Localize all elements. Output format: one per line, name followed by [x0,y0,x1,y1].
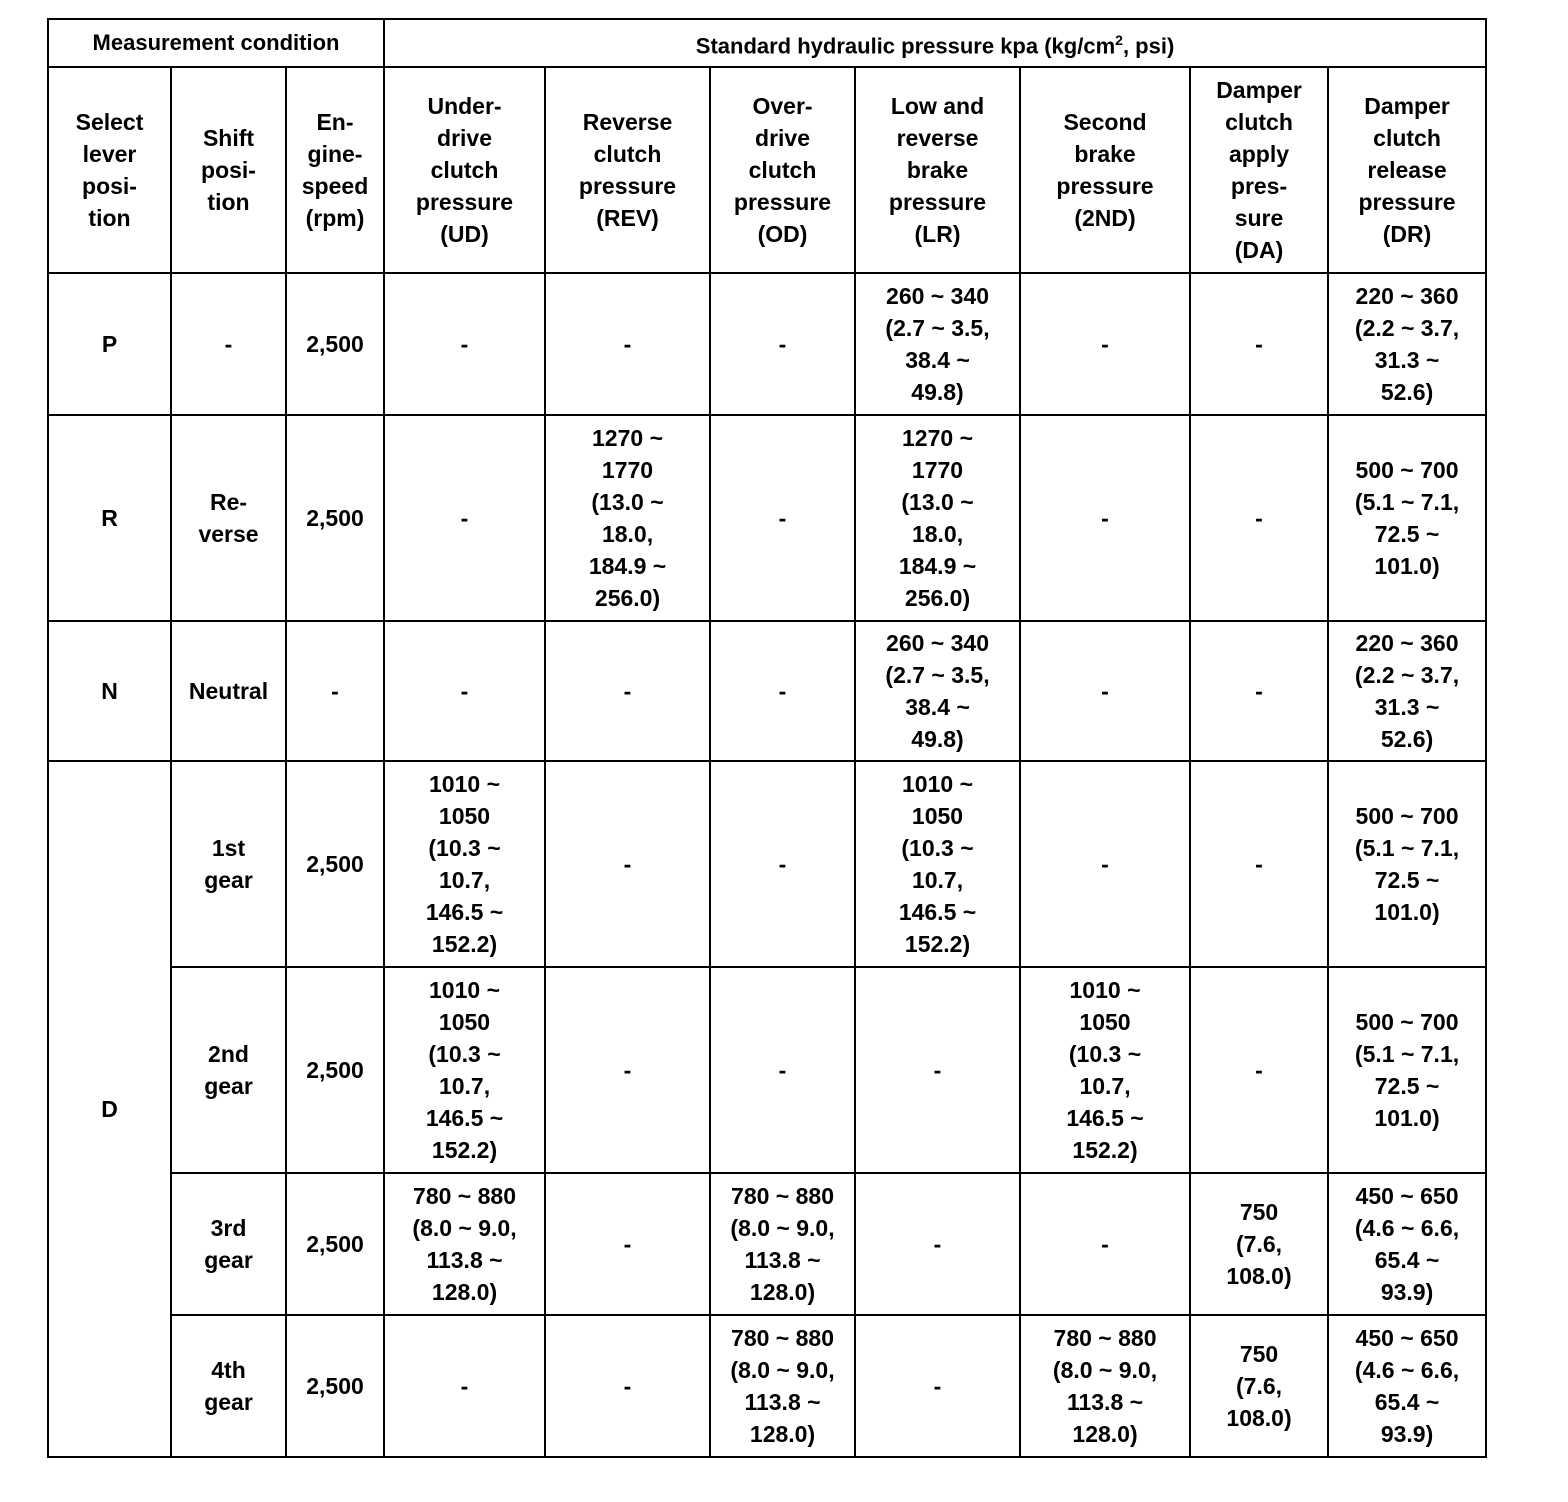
cell-line: clutch [1225,109,1293,135]
cell-line: tion [207,189,250,215]
cell-line: (8.0 ~ 9.0, [412,1215,517,1241]
table-row [48,1173,1486,1315]
engine-speed-cell: 2,500 [286,1173,384,1315]
column-header [286,67,384,273]
engine-speed-cell: 2,500 [286,967,384,1173]
cell-line: (10.3 ~ [1068,1041,1142,1067]
cell-line: - [623,678,632,704]
cell-line: - [1101,331,1109,357]
cell-line: 10.7, [438,1073,491,1099]
2nd-cell [1020,621,1190,761]
pressure-header-superscript: 2 [1115,31,1123,48]
cell-line: (10.3 ~ [901,835,974,861]
cell-line: (5.1 ~ 7.1, [1354,835,1460,861]
standard-pressure-header [384,19,1486,67]
cell-line: Under- [427,93,502,119]
dr-cell [1328,761,1486,967]
ud-cell [384,415,545,621]
cell-line: 450 ~ 650 [1355,1183,1459,1209]
cell-line: 18.0, [911,521,964,547]
cell-line: - [623,331,632,357]
cell-line: 10.7, [438,867,491,893]
cell-line: sure [1234,205,1284,231]
engine-speed-cell: 2,500 [286,761,384,967]
cell-line: 101.0) [1374,553,1440,579]
cell-line: pressure [733,189,832,215]
ud-cell [384,761,545,967]
cell-line: 113.8 ~ [744,1389,821,1415]
rev-cell [545,621,710,761]
od-cell [710,621,855,761]
shift-position-cell [171,967,286,1173]
cell-line: 1050 [1079,1009,1131,1035]
cell-line: (8.0 ~ 9.0, [730,1215,835,1241]
cell-line: (13.0 ~ [901,489,974,515]
cell-line: Low and [890,93,985,119]
cell-line: Over- [752,93,813,119]
cell-line: (DA) [1234,237,1284,263]
cell-line: 220 ~ 360 [1355,283,1459,309]
cell-line: - [623,851,632,877]
cell-line: 10.7, [1079,1073,1131,1099]
rev-cell [545,1315,710,1457]
cell-line: (7.6, [1236,1373,1283,1399]
column-header [855,67,1020,273]
engine-speed-cell: 2,500 [286,415,384,621]
cell-line: 146.5 ~ [425,899,504,925]
table-row [48,621,1486,761]
cell-line: 31.3 ~ [1374,347,1440,373]
cell-line: (4.6 ~ 6.6, [1354,1215,1460,1241]
cell-line: - [1101,1231,1109,1257]
cell-line: 65.4 ~ [1374,1247,1440,1273]
da-cell [1190,1315,1328,1457]
cell-line: (2.7 ~ 3.5, [885,315,990,341]
column-header [1328,67,1486,273]
cell-line: (2.7 ~ 3.5, [885,662,990,688]
cell-line: gine- [307,141,363,167]
cell-line: (10.3 ~ [428,835,501,861]
cell-line: 38.4 ~ [905,694,970,720]
rev-cell [545,761,710,967]
shift-position-cell [171,415,286,621]
cell-line: 113.8 ~ [1066,1389,1144,1415]
column-header [545,67,710,273]
cell-line: 1010 ~ [429,977,501,1003]
2nd-cell [1020,761,1190,967]
cell-line: 500 ~ 700 [1355,457,1459,483]
cell-line: 128.0) [749,1279,816,1305]
cell-line: tion [88,205,131,231]
cell-line: (REV) [596,205,659,231]
lr-cell [855,761,1020,967]
engine-speed-cell: 2,500 [286,1315,384,1457]
column-header [710,67,855,273]
cell-line: 1050 [438,1009,491,1035]
rev-cell [545,415,710,621]
cell-line: gear [204,867,253,893]
cell-line: 184.9 ~ [898,553,977,579]
cell-line: 128.0) [749,1421,816,1447]
2nd-cell [1020,415,1190,621]
cell-line: 780 ~ 880 [731,1325,834,1351]
cell-line: pressure [1358,189,1456,215]
cell-line: Neutral [188,678,269,704]
2nd-cell [1020,1315,1190,1457]
od-cell [710,761,855,967]
table-row [48,273,1486,415]
cell-line: - [224,331,233,357]
table-row [48,1315,1486,1457]
cell-line: 101.0) [1374,899,1440,925]
cell-line: - [460,331,469,357]
lr-cell [855,415,1020,621]
group-header-row [48,19,1486,67]
ud-cell [384,621,545,761]
column-header [384,67,545,273]
cell-line: 152.2) [431,931,498,957]
column-header-row [48,67,1486,273]
lr-cell [855,967,1020,1173]
cell-line: 4th [211,1357,246,1383]
rev-cell [545,273,710,415]
cell-line: - [1255,505,1263,531]
shift-position-cell [171,621,286,761]
cell-line: posi- [82,173,137,199]
da-cell [1190,415,1328,621]
cell-line: (13.0 ~ [591,489,664,515]
cell-line: pres- [1230,173,1288,199]
hydraulic-pressure-table [47,18,1487,1458]
cell-line: 152.2) [1072,1137,1138,1163]
cell-line: Re- [209,489,248,515]
ud-cell [384,1173,545,1315]
lever-position-cell: R [48,415,171,621]
lr-cell [855,1173,1020,1315]
cell-line: Second [1063,109,1147,135]
column-header [1190,67,1328,273]
cell-line: - [778,851,787,877]
cell-line: 49.8) [911,379,964,405]
cell-line: En- [316,109,354,135]
od-cell [710,1173,855,1315]
cell-line: 101.0) [1374,1105,1440,1131]
cell-line: (LR) [914,221,961,247]
cell-line: (OD) [757,221,808,247]
table-row [48,761,1486,967]
lever-position-cell: P [48,273,171,415]
cell-line: 260 ~ 340 [886,630,989,656]
cell-line: gear [204,1389,253,1415]
cell-line: Reverse [582,109,673,135]
cell-line: (2.2 ~ 3.7, [1354,315,1460,341]
cell-line: clutch [748,157,817,183]
cell-line: 108.0) [1226,1405,1292,1431]
cell-line: 450 ~ 650 [1355,1325,1459,1351]
cell-line: lever [82,141,137,167]
dr-cell [1328,415,1486,621]
cell-line: drive [755,125,810,151]
od-cell [710,1315,855,1457]
cell-line: 113.8 ~ [744,1247,821,1273]
shift-position-cell [171,761,286,967]
cell-line: release [1367,157,1447,183]
cell-line: - [460,678,469,704]
cell-line: (DR) [1382,221,1432,247]
cell-line: - [933,1057,942,1083]
cell-line: (2ND) [1074,205,1136,231]
cell-line: gear [204,1073,253,1099]
cell-line: 260 ~ 340 [886,283,989,309]
cell-line: drive [437,125,492,151]
cell-line: apply [1228,141,1290,167]
cell-line: pressure [578,173,677,199]
cell-line: pressure [1056,173,1154,199]
shift-position-cell [171,1315,286,1457]
pressure-header-text: Standard hydraulic pressure kpa (kg/cm [695,33,1116,59]
cell-line: 18.0, [601,521,654,547]
cell-line: 256.0) [594,585,661,611]
cell-line: 750 [1239,1199,1279,1225]
cell-line: posi- [201,157,256,183]
cell-line: - [1101,505,1109,531]
cell-line: 152.2) [431,1137,498,1163]
cell-line: 3rd [210,1215,247,1241]
cell-line: clutch [593,141,662,167]
od-cell [710,967,855,1173]
lever-position-cell: D [48,761,171,1457]
cell-line: 256.0) [904,585,971,611]
da-cell [1190,273,1328,415]
cell-line: 1010 ~ [429,771,501,797]
cell-line: 1050 [911,803,964,829]
2nd-cell [1020,273,1190,415]
cell-line: - [933,1373,942,1399]
cell-line: 38.4 ~ [905,347,970,373]
2nd-cell [1020,1173,1190,1315]
rev-cell [545,967,710,1173]
dr-cell [1328,1173,1486,1315]
2nd-cell [1020,967,1190,1173]
cell-line: (rpm) [305,205,365,231]
cell-line: 128.0) [431,1279,498,1305]
cell-line: - [460,505,469,531]
cell-line: verse [198,521,259,547]
cell-line: 146.5 ~ [425,1105,504,1131]
cell-line: - [778,331,787,357]
dr-cell [1328,967,1486,1173]
od-cell [710,415,855,621]
cell-line: 750 [1239,1341,1279,1367]
lever-position-cell: N [48,621,171,761]
da-cell [1190,967,1328,1173]
dr-cell [1328,1315,1486,1457]
table-row [48,967,1486,1173]
cell-line: 93.9) [1380,1279,1434,1305]
da-cell [1190,761,1328,967]
ud-cell [384,273,545,415]
cell-line: - [1101,678,1109,704]
cell-line: Select [75,109,144,135]
rev-cell [545,1173,710,1315]
cell-line: (7.6, [1236,1231,1283,1257]
lr-cell [855,273,1020,415]
cell-line: 113.8 ~ [426,1247,503,1273]
da-cell [1190,1173,1328,1315]
cell-line: 184.9 ~ [588,553,667,579]
cell-line: 72.5 ~ [1374,867,1440,893]
cell-line: 52.6) [1380,379,1434,405]
pressure-header-units: , psi) [1122,33,1175,59]
cell-line: 1270 ~ [902,425,974,451]
measurement-condition-header: Measurement condition [48,19,384,67]
cell-line: (5.1 ~ 7.1, [1354,489,1460,515]
cell-line: Shift [202,125,255,151]
cell-line: 72.5 ~ [1374,1073,1440,1099]
cell-line: 93.9) [1380,1421,1434,1447]
cell-line: pressure [415,189,514,215]
cell-line: Damper [1364,93,1450,119]
cell-line: 780 ~ 880 [731,1183,834,1209]
cell-line: (2.2 ~ 3.7, [1354,662,1460,688]
engine-speed-cell: 2,500 [286,273,384,415]
cell-line: (4.6 ~ 6.6, [1354,1357,1460,1383]
cell-line: - [778,678,787,704]
engine-speed-cell: - [286,621,384,761]
cell-line: 1770 [911,457,964,483]
cell-line: speed [301,173,369,199]
cell-line: - [460,1373,469,1399]
da-cell [1190,621,1328,761]
cell-line: pressure [888,189,987,215]
cell-line: 500 ~ 700 [1355,803,1459,829]
cell-line: - [1255,851,1263,877]
cell-line: (5.1 ~ 7.1, [1354,1041,1460,1067]
cell-line: - [778,505,787,531]
cell-line: 65.4 ~ [1374,1389,1440,1415]
shift-position-cell [171,273,286,415]
cell-line: clutch [1373,125,1441,151]
cell-line: (8.0 ~ 9.0, [1052,1357,1158,1383]
cell-line: 146.5 ~ [1066,1105,1144,1131]
cell-line: 220 ~ 360 [1355,630,1459,656]
cell-line: 10.7, [911,867,964,893]
cell-line: (8.0 ~ 9.0, [730,1357,835,1383]
cell-line: 152.2) [904,931,971,957]
cell-line: 1770 [601,457,654,483]
column-header [1020,67,1190,273]
cell-line: 146.5 ~ [898,899,977,925]
cell-line: - [1101,851,1109,877]
ud-cell [384,967,545,1173]
cell-line: 780 ~ 880 [1053,1325,1157,1351]
cell-line: 1010 ~ [902,771,974,797]
cell-line: Damper [1216,77,1302,103]
cell-line: - [778,1057,787,1083]
od-cell [710,273,855,415]
cell-line: 49.8) [911,726,964,752]
cell-line: 1st [211,835,246,861]
column-header [48,67,171,273]
cell-line: - [623,1231,632,1257]
cell-line: 2nd [208,1041,249,1067]
cell-line: 1270 ~ [592,425,664,451]
cell-line: - [1255,1057,1263,1083]
shift-position-cell [171,1173,286,1315]
cell-line: 1010 ~ [1069,977,1141,1003]
cell-line: - [1255,678,1263,704]
cell-line: - [623,1373,632,1399]
cell-line: 780 ~ 880 [413,1183,516,1209]
cell-line: 500 ~ 700 [1355,1009,1459,1035]
ud-cell [384,1315,545,1457]
dr-cell [1328,273,1486,415]
cell-line: 108.0) [1226,1263,1292,1289]
cell-line: 1050 [438,803,491,829]
lr-cell [855,621,1020,761]
cell-line: (UD) [440,221,489,247]
cell-line: 128.0) [1072,1421,1138,1447]
lr-cell [855,1315,1020,1457]
column-header [171,67,286,273]
cell-line: - [623,1057,632,1083]
cell-line: - [1255,331,1263,357]
cell-line: clutch [430,157,499,183]
cell-line: 31.3 ~ [1374,694,1440,720]
cell-line: brake [1074,141,1136,167]
table-row [48,415,1486,621]
cell-line: reverse [896,125,979,151]
cell-line: - [933,1231,942,1257]
cell-line: gear [204,1247,253,1273]
cell-line: 72.5 ~ [1374,521,1440,547]
dr-cell [1328,621,1486,761]
cell-line: 52.6) [1380,726,1434,752]
cell-line: brake [906,157,969,183]
cell-line: (10.3 ~ [428,1041,501,1067]
